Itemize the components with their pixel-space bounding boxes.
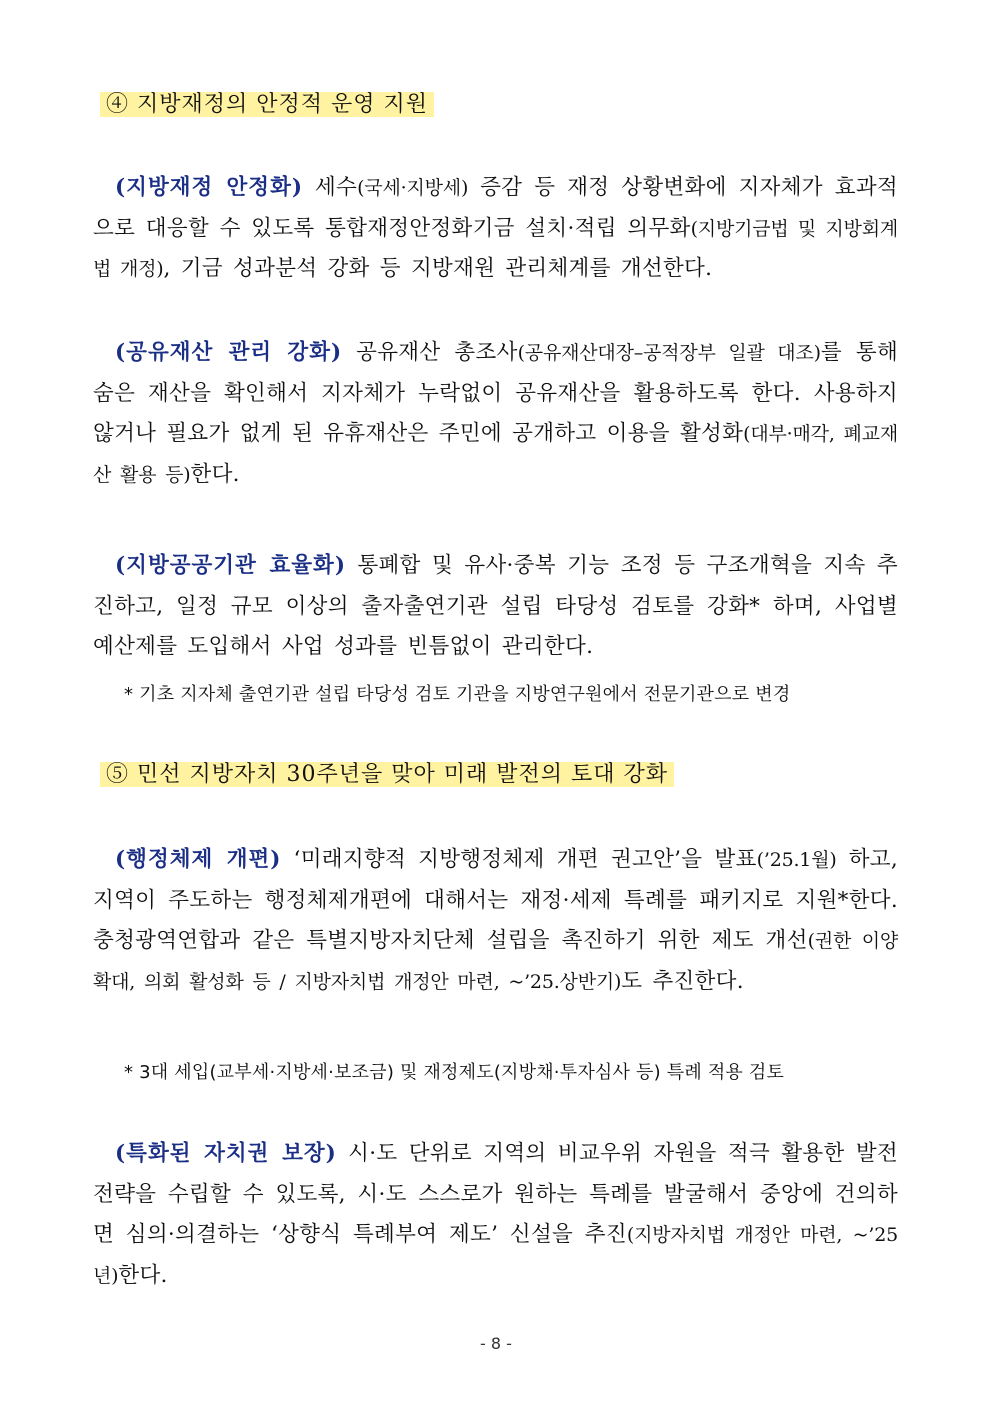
paragraph-text: 통폐합 및 유사·중복 기능 조정 등 구조개혁을 지속 추진하고, 일정 규모 이상의 출자출연기관 설립 타당성 검토를 강화* 하며, 사업별 예산제를 도입해서 사업 성과를 빈틈없이 관리한다.	[93, 553, 898, 659]
paragraph-lead: (지방재정 안정화)	[115, 175, 304, 200]
paragraph-aside: (’25.1월)	[756, 849, 837, 871]
section-heading-4-text: ④ 지방재정의 안정적 운영 지원	[100, 92, 434, 117]
paragraph-lead: (특화된 자치권 보장)	[115, 1141, 337, 1166]
paragraph-lead: (행정체제 개편)	[115, 847, 282, 872]
paragraph-autonomy	[93, 1134, 898, 1296]
paragraph-text: ‘미래지향적 지방행정체제 개편 권고안’을 발표	[281, 847, 757, 872]
page-number: - 8 -	[480, 1334, 512, 1353]
paragraph-text: 공유재산 총조사	[342, 340, 518, 365]
paragraph-text: 세수	[303, 175, 358, 200]
paragraph-text: , 기금 성과분석 강화 등 지방재원 관리체계를 개선한다.	[163, 256, 713, 281]
paragraph-text: 도 추진한다.	[621, 968, 744, 994]
footnote-admin-reform: * 3대 세입(교부세·지방세·보조금) 및 재정제도(지방채·투자심사 등) 특례 적용 검토	[124, 1062, 785, 1083]
section-heading-5-text: ⑤ 민선 지방자치 30주년을 맞아 미래 발전의 토대 강화	[100, 762, 674, 787]
paragraph-aside: (대부·매각, 폐교재산 활용 등)	[93, 423, 898, 486]
section-heading-4	[100, 90, 434, 120]
paragraph-text: 하고, 지역이 주도하는 행정체제개편에 대해서는 재정·세제 특례를 패키지로 지원*한다. 충청광역연합과 같은 특별지방자치단체 설립을 촉진하기 위한 제도 개선	[93, 847, 898, 953]
paragraph-admin-reform	[93, 840, 898, 1002]
paragraph-text: 증감 등 재정 상황변화에 지자체가 효과적으로 대응할 수 있도록 통합재정안정화기금 설치·적립 의무화	[93, 175, 899, 241]
paragraph-text: 한다.	[190, 461, 240, 487]
paragraph-aside: (지방기금법 및 지방회계법 개정)	[93, 217, 898, 280]
footnote-institutions: * 기초 지자체 출연기관 설립 타당성 검토 기관을 지방연구원에서 전문기관으로 변경	[124, 684, 791, 705]
paragraph-fiscal-stabilization	[93, 168, 898, 290]
paragraph-text: 를 통해 숨은 재산을 확인해서 지자체가 누락없이 공유재산을 활용하도록 한다. 사용하지 않거나 필요가 없게 된 유휴재산은 주민에 공개하고 이용을 활성화	[93, 340, 899, 446]
paragraph-aside: (권한 이양 확대, 의회 활성화 등 / 지방자치법 개정안 마련, ~’25.상반기)	[93, 930, 899, 993]
paragraph-text: 시·도 단위로 지역의 비교우위 자원을 적극 활용한 발전전략을 수립할 수 있도록, 시·도 스스로가 원하는 특례를 발굴해서 중앙에 건의하면 심의·의결하는 ‘상향식 특례부여 제도’ 신설을 추진	[93, 1141, 898, 1247]
paragraph-aside: (국세·지방세)	[357, 177, 469, 199]
paragraph-text: 한다.	[118, 1262, 168, 1288]
paragraph-public-institutions	[93, 546, 898, 668]
paragraph-lead: (공유재산 관리 강화)	[115, 340, 343, 365]
paragraph-lead: (지방공공기관 효율화)	[115, 553, 346, 578]
paragraph-aside: (지방자치법 개정안 마련, ~’25년)	[93, 1224, 898, 1287]
paragraph-public-property	[93, 333, 898, 495]
paragraph-aside: (공유재산대장–공적장부 일괄 대조)	[517, 342, 821, 364]
section-heading-5	[100, 760, 674, 790]
